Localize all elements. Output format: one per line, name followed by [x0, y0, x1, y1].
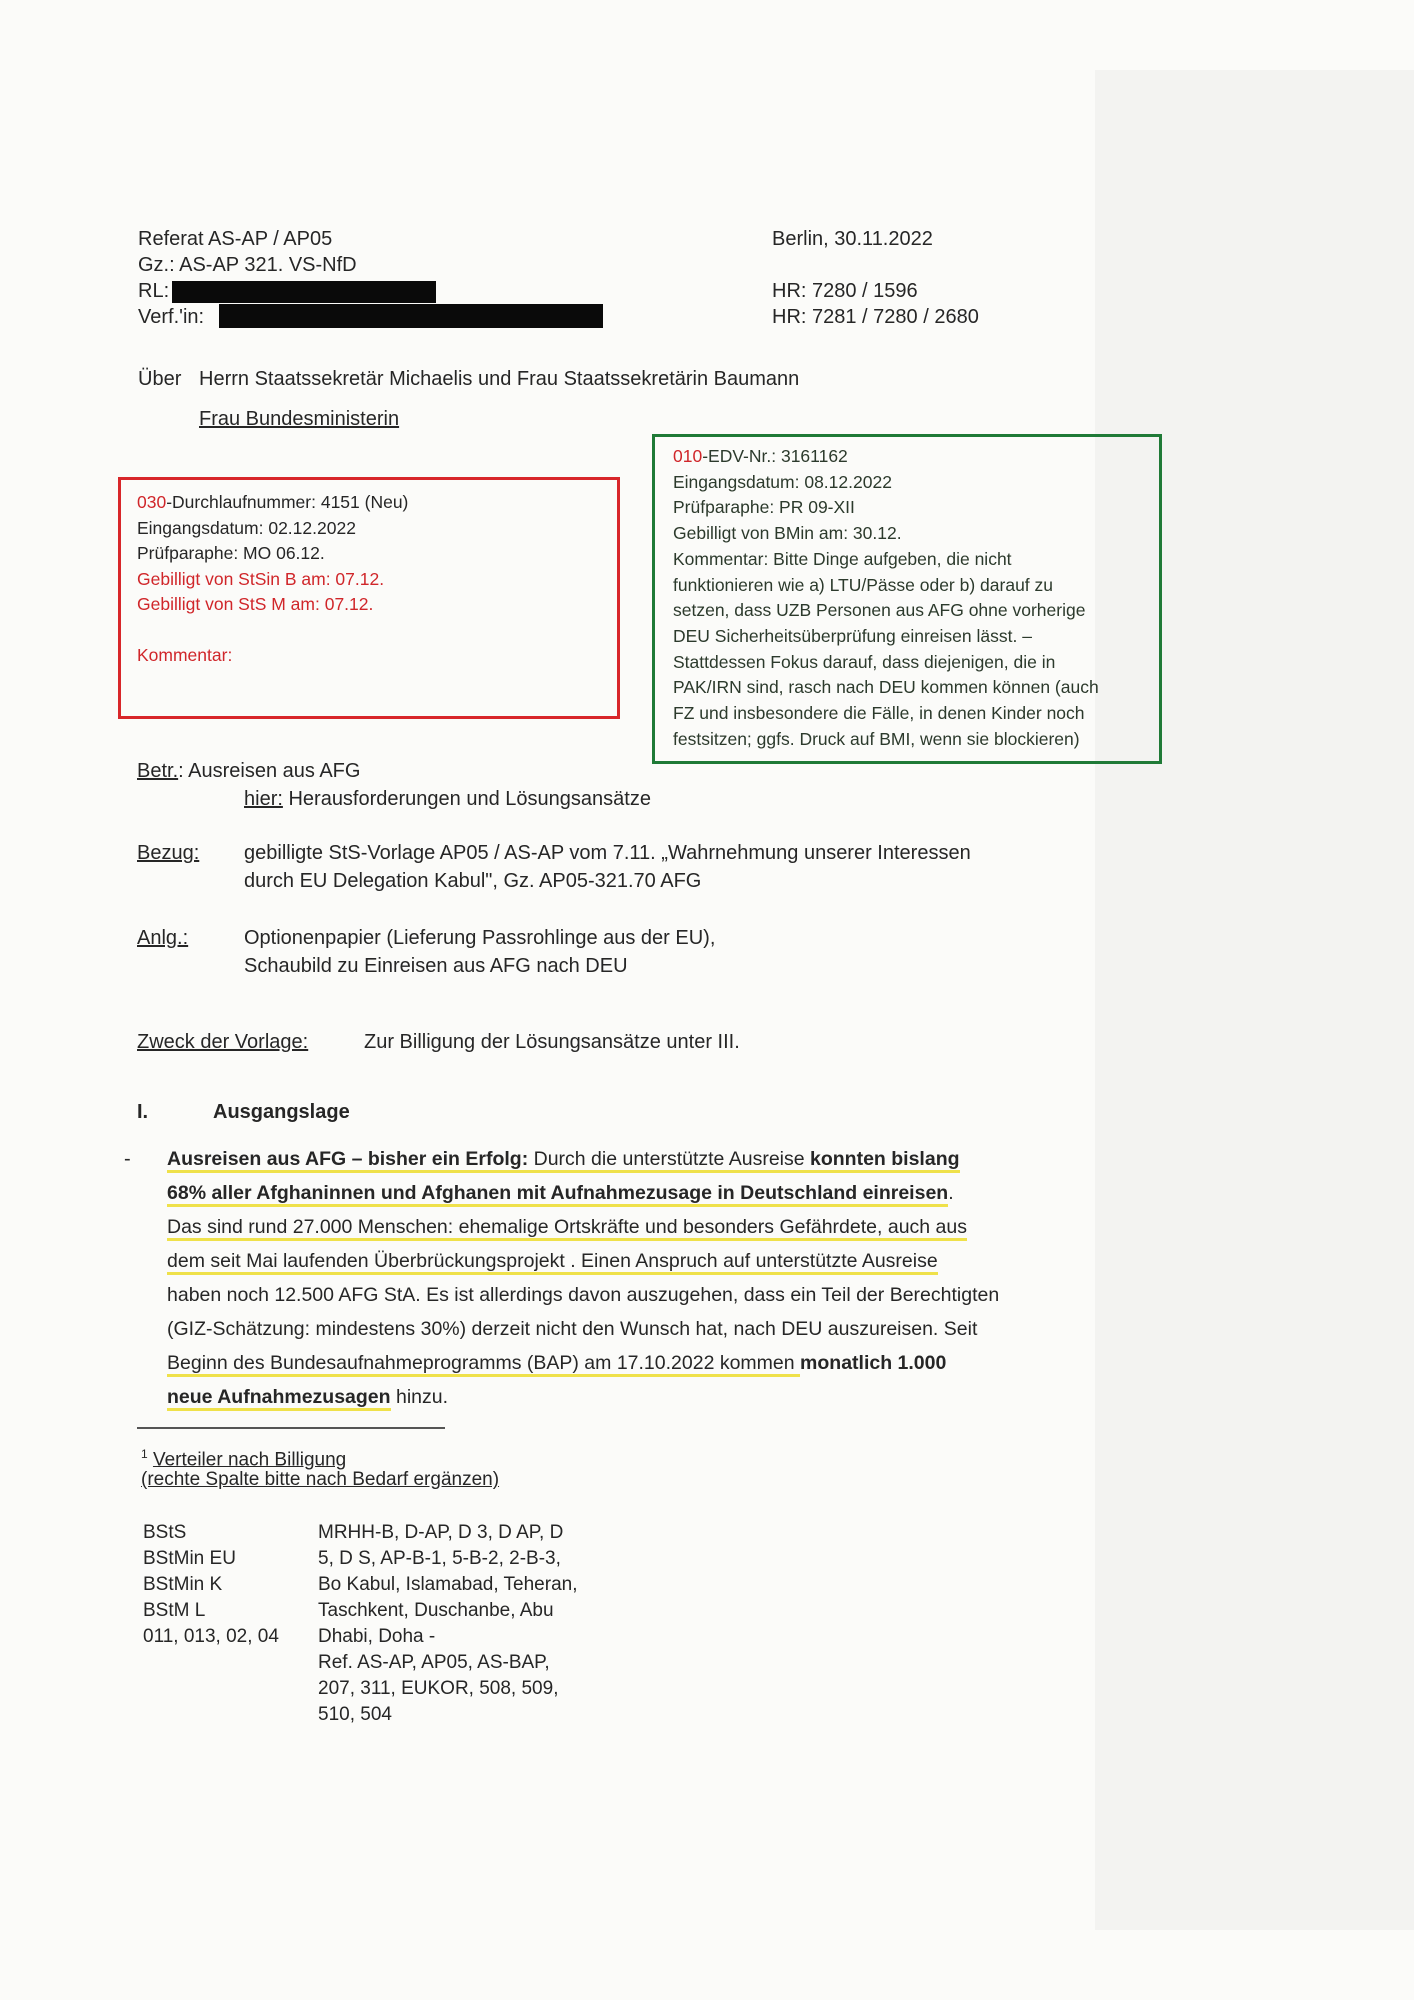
body-line-1: Ausreisen aus AFG – bisher ein Erfolg: Durch die unterstützte Ausreise konnten bislang	[167, 1142, 999, 1176]
rl-label: RL:	[138, 280, 170, 302]
redaction-verf	[219, 304, 603, 328]
stamp-green-line-11: FZ und insbesondere die Fälle, in denen Kinder noch	[673, 703, 1085, 724]
stamp-red-line-2: Eingangsdatum: 02.12.2022	[137, 517, 356, 538]
verteiler-right-item: 510, 504	[318, 1704, 392, 1725]
verteiler-right-item: Bo Kabul, Islamabad, Teheran,	[318, 1574, 578, 1595]
body-line-5: haben noch 12.500 AFG StA. Es ist allerdings davon auszugehen, dass ein Teil der Berechtigten	[167, 1284, 1000, 1306]
betr-line: Betr.: Ausreisen aus AFG	[137, 760, 361, 782]
verf-label: Verf.'in:	[138, 306, 205, 328]
stamp-red-line-3: Prüfparaphe: MO 06.12.	[137, 543, 325, 563]
stamp-green-line-9: Stattdessen Fokus darauf, dass diejenigen, die in	[673, 651, 1056, 672]
section-number: I.	[137, 1101, 149, 1123]
stamp-green-line-6: funktionieren wie a) LTU/Pässe oder b) darauf zu	[673, 574, 1054, 595]
redaction-rl	[172, 281, 436, 303]
hr-line-1: HR: 7280 / 1596	[772, 280, 918, 302]
referat-line: Referat AS-AP / AP05	[138, 228, 333, 250]
stamp-green-line-1: 010-EDV-Nr.: 3161162	[673, 446, 848, 466]
body-line-6: (GIZ-Schätzung: mindestens 30%) derzeit nicht den Wunsch hat, nach DEU auszureisen. Seit	[167, 1318, 978, 1340]
bullet-dash: -	[124, 1148, 131, 1170]
body-line-7: Beginn des Bundesaufnahmeprogramms (BAP) am 17.10.2022 kommen monatlich 1.000	[167, 1346, 999, 1380]
stamp-green-line-3: Prüfparaphe: PR 09-XII	[673, 497, 855, 518]
bezug-line-2: durch EU Delegation Kabul", Gz. AP05-321.70 AFG	[244, 870, 702, 892]
body-line-4: dem seit Mai laufenden Überbrückungsprojekt . Einen Anspruch auf unterstützte Ausreise	[167, 1244, 999, 1278]
verteiler-right-item: Taschkent, Duschanbe, Abu	[318, 1600, 554, 1621]
verteiler-right-item: MRHH-B, D-AP, D 3, D AP, D	[318, 1522, 564, 1543]
stamp-green-line-2: Eingangsdatum: 08.12.2022	[673, 471, 892, 492]
verteiler-left-item: BStM L	[143, 1600, 206, 1621]
verteiler-right-item: Ref. AS-AP, AP05, AS-BAP,	[318, 1652, 550, 1673]
verteiler-right-column	[318, 1520, 578, 1728]
footnote-subtitle: (rechte Spalte bitte nach Bedarf ergänzen)	[141, 1469, 500, 1490]
ueber-text: Herrn Staatssekretär Michaelis und Frau Staatssekretärin Baumann	[199, 368, 800, 390]
verteiler-right-item: 5, D S, AP-B-1, 5-B-2, 2-B-3,	[318, 1548, 561, 1569]
stamp-red-line-6: Kommentar:	[137, 645, 233, 665]
stamp-red-line-1: 030-Durchlaufnummer: 4151 (Neu)	[137, 492, 409, 512]
verteiler-left-item: BStMin K	[143, 1574, 223, 1595]
gz-line: Gz.: AS-AP 321. VS-NfD	[138, 254, 357, 276]
ueber-label: Über	[138, 368, 182, 390]
footnote-title: $^1$ Verteiler nach Billigung	[141, 1447, 347, 1471]
body-line-2: 68% aller Afghaninnen und Afghanen mit Aufnahmezusage in Deutschland einreisen.	[167, 1176, 999, 1210]
footnote-separator	[137, 1427, 445, 1429]
body-line-8: neue Aufnahmezusagen hinzu.	[167, 1380, 999, 1414]
hr-line-2: HR: 7281 / 7280 / 2680	[772, 306, 979, 328]
stamp-green-line-4: Gebilligt von BMin am: 30.12.	[673, 523, 902, 544]
bezug-line-1: gebilligte StS-Vorlage AP05 / AS-AP vom 7.11. „Wahrnehmung unserer Interessen	[244, 842, 971, 864]
verteiler-left-column	[143, 1520, 279, 1650]
stamp-green-line-12: festsitzen; ggfs. Druck auf BMI, wenn sie blockieren)	[673, 728, 1080, 749]
verteiler-right-item: 207, 311, EUKOR, 508, 509,	[318, 1678, 559, 1699]
bezug-label: Bezug:	[137, 842, 200, 864]
stamp-red-line-4: Gebilligt von StSin B am: 07.12.	[137, 568, 385, 589]
stamp-green-line-10: PAK/IRN sind, rasch nach DEU kommen können (auch	[673, 677, 1099, 698]
stamp-green-text	[673, 444, 1099, 752]
scan-shadow	[1095, 70, 1414, 1930]
body-line-3: Das sind rund 27.000 Menschen: ehemalige Ortskräfte und besonders Gefährdete, auch aus	[167, 1210, 999, 1244]
zweck-text: Zur Billigung der Lösungsansätze unter III.	[364, 1031, 740, 1053]
verteiler-right-item: Dhabi, Doha -	[318, 1626, 436, 1647]
hier-line: hier: Herausforderungen und Lösungsansätze	[244, 788, 651, 810]
section-title: Ausgangslage	[213, 1101, 350, 1123]
verteiler-left-item: 011, 013, 02, 04	[143, 1626, 279, 1647]
verteiler-left-item: BStMin EU	[143, 1548, 236, 1569]
stamp-green-line-8: DEU Sicherheitsüberprüfung einreisen lässt. –	[673, 625, 1032, 646]
zweck-label: Zweck der Vorlage:	[137, 1031, 309, 1053]
anlg-line-1: Optionenpapier (Lieferung Passrohlinge aus der EU),	[244, 927, 716, 949]
place-date: Berlin, 30.11.2022	[772, 228, 933, 250]
anlg-line-2: Schaubild zu Einreisen aus AFG nach DEU	[244, 955, 628, 977]
anlg-label: Anlg.:	[137, 927, 189, 949]
stamp-red-line-5: Gebilligt von StS M am: 07.12.	[137, 594, 374, 614]
verteiler-left-item: BStS	[143, 1522, 187, 1543]
addressee: Frau Bundesministerin	[199, 408, 400, 430]
body-paragraph	[167, 1142, 999, 1414]
stamp-green-line-7: setzen, dass UZB Personen aus AFG ohne vorherige	[673, 600, 1086, 621]
stamp-green-line-5: Kommentar: Bitte Dinge aufgeben, die nicht	[673, 548, 1012, 569]
